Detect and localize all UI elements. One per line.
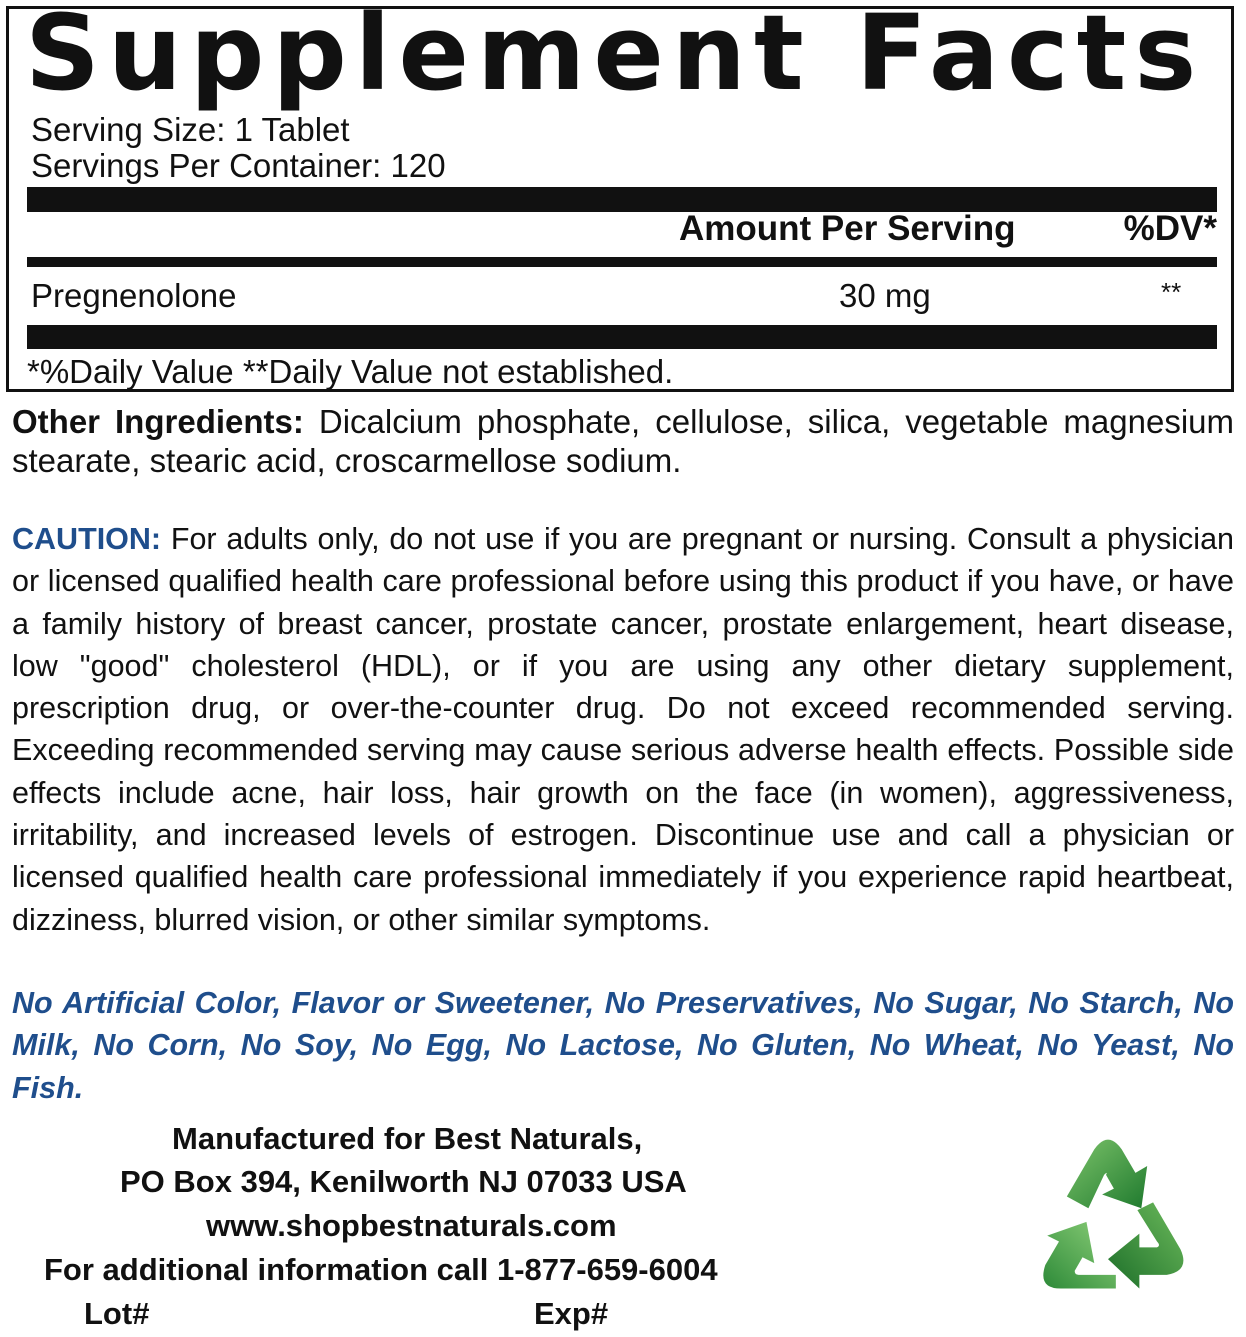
caution-label: CAUTION: (12, 522, 162, 556)
manufacturer-phone: For additional information call 1-877-659-6004 (44, 1252, 718, 1287)
manufacturer-address: PO Box 394, Kenilworth NJ 07033 USA (120, 1164, 687, 1199)
nutrient-amount: 30 mg (839, 277, 931, 314)
other-ingredients-label: Other Ingredients: (12, 403, 304, 440)
header-daily-value: %DV* (1123, 209, 1217, 248)
divider-medium (27, 257, 1217, 267)
daily-value-footnote: *%Daily Value **Daily Value not established. (27, 353, 674, 390)
caution-text: For adults only, do not use if you are pregnant or nursing. Consult a physician or licensed qualified health care professional before using this product if you have, or have a family history of breast cancer, prostate cancer, prostate enlargement, heart disease, low "good" cholesterol (HDL), or if you are using any other dietary supplement, prescription drug, or over-the-counter drug. Do not exceed recommended serving. Exceeding recommended serving may cause serious adverse health effects. Possible side effects include acne, hair loss, hair growth on the face (in women), aggressiveness, irritability, and increased levels of estrogen. Discontinue use and call a physician or licensed qualified health care professional immediately if you experience rapid heartbeat, dizziness, blurred vision, or other similar symptoms. (12, 522, 1234, 937)
manufacturer-name: Manufactured for Best Naturals, (172, 1121, 643, 1156)
servings-per-container: Servings Per Container: 120 (31, 147, 446, 184)
header-amount-per-serving: Amount Per Serving (679, 209, 1016, 248)
other-ingredients-text: Dicalcium phosphate, cellulose, silica, vegetable magnesium stearate, stearic acid, croscarmellose sodium. (12, 403, 1235, 479)
caution-block (12, 518, 1234, 941)
nutrient-name: Pregnenolone (31, 277, 237, 314)
free-from-claims: No Artificial Color, Flavor or Sweetener, No Preservatives, No Sugar, No Starch, No Milk, No Corn, No Soy, No Egg, No Lactose, No Gluten, No Wheat, No Yeast, No Fish. (12, 986, 1234, 1105)
facts-title: Supplement Facts (25, 0, 1205, 114)
exp-label: Exp# (534, 1296, 609, 1331)
recycle-icon (1010, 1120, 1206, 1316)
supplement-facts-panel (6, 0, 1234, 392)
serving-size: Serving Size: 1 Tablet (31, 111, 350, 148)
manufacturer-website: www.shopbestnaturals.com (206, 1208, 617, 1243)
other-ingredients (12, 402, 1234, 480)
lot-label: Lot# (84, 1296, 150, 1331)
divider-thick-top (27, 187, 1217, 212)
divider-thick-bottom (27, 325, 1217, 349)
nutrient-dv: ** (1161, 277, 1182, 307)
